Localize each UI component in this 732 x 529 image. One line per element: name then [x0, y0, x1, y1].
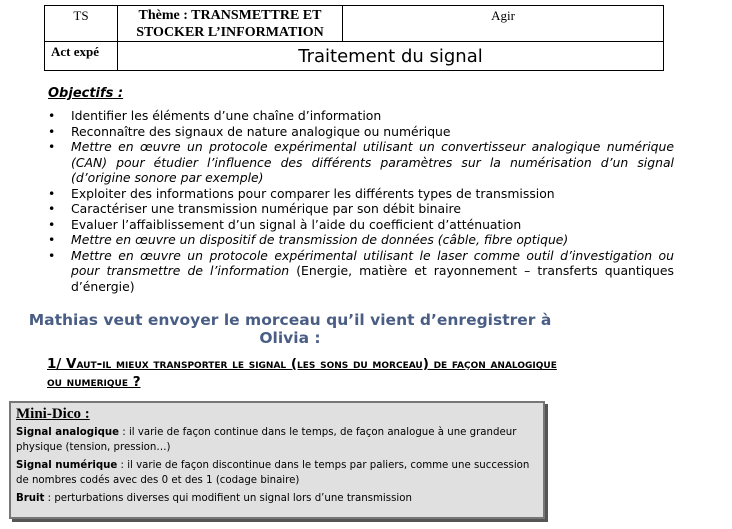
objective-text: Exploiter des informations pour comparer les différents types de transmission [71, 185, 555, 201]
skill-cell: Agir [343, 6, 664, 42]
bullet-icon: • [48, 216, 56, 232]
objective-text: Mettre en œuvre un dispositif de transmission de données (câble, fibre optique) [71, 232, 569, 247]
objective-text: Reconnaître des signaux de nature analogique ou numérique [71, 123, 451, 139]
objective-text-italic: Mettre en œuvre un protocole expérimental utilisant le laser comme outil d’investigation ou pour transmettre de l’information [71, 247, 674, 278]
objective-text: Evaluer l’affaiblissement d’un signal à l’aide du coefficient d’atténuation [71, 216, 522, 232]
dico-entry [16, 491, 538, 506]
bullet-icon: • [48, 108, 56, 123]
list-item [48, 186, 674, 202]
objective-text: Mettre en œuvre un protocole expérimental utilisant un convertisseur analogique numérique (CAN) pour étudier l’influence des différents paramètres sur la numérisation d’un signal (d’origine sonore par exemple) [71, 139, 674, 185]
dico-term: Signal analogique [16, 427, 120, 438]
bullet-icon: • [48, 123, 56, 139]
objectives-list [48, 108, 674, 294]
scenario-heading: Mathias veut envoyer le morceau qu’il vient d’enregistrer à Olivia : [28, 311, 552, 347]
activity-type-cell: Act expé [45, 42, 118, 71]
list-item [48, 217, 674, 233]
objective-text-normal: (Energie, matière et rayonnement – transferts quantiques d’énergie) [71, 263, 674, 294]
dico-entry [16, 458, 538, 488]
mini-dico-box [9, 401, 545, 519]
objective-text: Caractériser une transmission numérique par son débit binaire [71, 201, 462, 216]
objectives-heading: Objectifs : [48, 86, 124, 101]
dico-term: Signal numérique [16, 460, 118, 471]
bullet-icon: • [48, 247, 56, 263]
bullet-icon: • [48, 185, 56, 201]
list-item [48, 139, 674, 186]
theme-cell: Thème : TRANSMETTRE ET STOCKER L’INFORMATION [118, 6, 343, 42]
list-item [48, 248, 674, 295]
objective-text: Identifier les éléments d’une chaîne d’information [71, 108, 382, 123]
page-title: Traitement du signal [118, 42, 664, 71]
bullet-icon: • [48, 232, 56, 247]
question-1: 1/ Vaut-il mieux transporter le signal (les sons du morceau) de façon analogique ou numerique ? [47, 356, 557, 390]
list-item [48, 108, 674, 124]
list-item [48, 201, 674, 217]
dico-definition: : il varie de façon continue dans le temps, de façon analogue à une grandeur physique (tension, pression…) [16, 427, 517, 453]
list-item [48, 124, 674, 140]
dico-term: Bruit [16, 493, 45, 504]
level-cell: TS [45, 6, 118, 42]
bullet-icon: • [48, 201, 56, 216]
dico-definition: : il varie de façon discontinue dans le temps par paliers, comme une succession de nombres codés avec des 0 et des 1 (codage binaire) [16, 460, 530, 486]
header-table [44, 5, 664, 71]
list-item [48, 232, 674, 248]
dico-entry [16, 425, 538, 455]
dico-definition: : perturbations diverses qui modifient un signal lors d’une transmission [44, 493, 412, 504]
mini-dico-title: Mini-Dico : [16, 406, 90, 422]
bullet-icon: • [48, 139, 56, 154]
